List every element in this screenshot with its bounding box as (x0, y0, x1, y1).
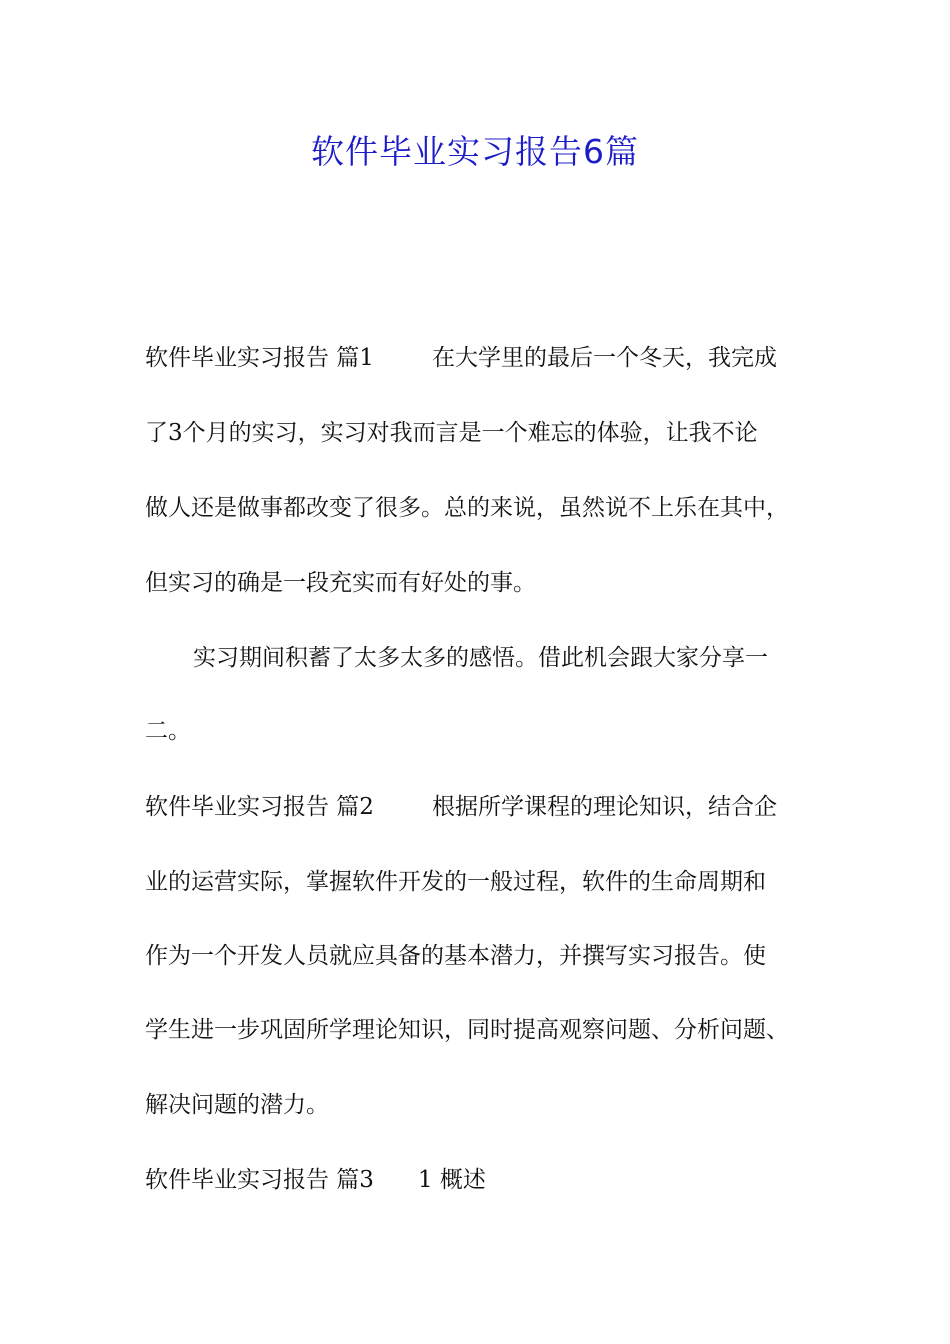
paragraph-line: 解决问题的潜力。 (145, 1092, 329, 1118)
section-2-first-line (145, 789, 845, 825)
paragraph-line: 业的运营实际，掌握软件开发的一般过程，软件的生命周期和 (145, 869, 766, 895)
paragraph-line: 在大学里的最后一个冬天，我完成 (431, 345, 777, 371)
section-3-first-line (145, 1162, 845, 1198)
paragraph-line: 学生进一步巩固所学理论知识，同时提高观察问题、分析问题、 (145, 1017, 789, 1043)
paragraph-line: 做人还是做事都改变了很多。总的来说，虽然说不上乐在其中， (145, 495, 789, 521)
section-3-heading: 软件毕业实习报告 篇3 (145, 1167, 374, 1193)
paragraph-line: 根据所学课程的理论知识，结合企 (431, 794, 777, 820)
section-1-heading: 软件毕业实习报告 篇1 (145, 345, 374, 371)
paragraph-line: 作为一个开发人员就应具备的基本潜力，并撰写实习报告。使 (145, 943, 766, 969)
section-1-first-line (145, 340, 845, 376)
paragraph-line: 实习期间积蓄了太多太多的感悟。借此机会跟大家分享一 (193, 645, 768, 671)
paragraph-line: 二。 (145, 718, 191, 744)
document-title: 软件毕业实习报告6篇 (311, 132, 639, 171)
section-2-heading: 软件毕业实习报告 篇2 (145, 794, 374, 820)
paragraph-line: 但实习的确是一段充实而有好处的事。 (145, 570, 536, 596)
paragraph-line: 了3个月的实习，实习对我而言是一个难忘的体验，让我不论 (145, 420, 758, 446)
paragraph-line: 1 概述 (417, 1167, 486, 1193)
